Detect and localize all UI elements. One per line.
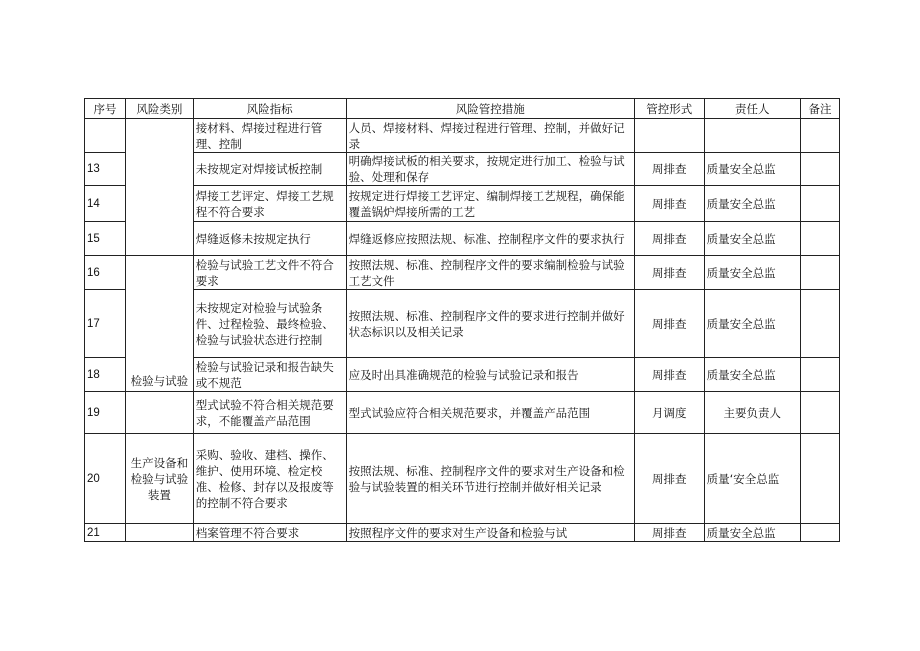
table-row <box>85 290 840 358</box>
table-row <box>85 358 840 392</box>
responsible-person: 质量安全总监 <box>704 222 800 256</box>
row-no <box>85 119 126 153</box>
header-remark: 备注 <box>801 99 840 119</box>
row-no: 21 <box>85 524 126 542</box>
remark-cell <box>801 290 840 358</box>
table-row <box>85 256 840 290</box>
row-no: 14 <box>85 186 126 222</box>
row-no: 18 <box>85 358 126 392</box>
control-form: 周排查 <box>634 222 704 256</box>
control-measure: 焊缝返修应按照法规、标准、控制程序文件的要求执行 <box>346 222 634 256</box>
row-no: 13 <box>85 153 126 186</box>
control-form: 周排查 <box>634 358 704 392</box>
row-no: 16 <box>85 256 126 290</box>
header-owner: 责任人 <box>704 99 800 119</box>
control-measure: 按照法规、标准、控制程序文件的要求进行控制并做好状态标识以及相关记录 <box>346 290 634 358</box>
risk-indicator: 检验与试验工艺文件不符合要求 <box>193 256 346 290</box>
row-no: 20 <box>85 434 126 524</box>
control-measure: 按照程序文件的要求对生产设备和检验与试 <box>346 524 634 542</box>
responsible-person: 质量安全总监 <box>704 186 800 222</box>
responsible-person: 质量安全总监 <box>704 524 800 542</box>
control-form: 周排查 <box>634 434 704 524</box>
remark-cell <box>801 186 840 222</box>
control-measure: 明确焊接试板的相关要求，按规定进行加工、检验与试验、处理和保存 <box>346 153 634 186</box>
header-category: 风险类别 <box>126 99 194 119</box>
control-form: 周排查 <box>634 153 704 186</box>
category-cell-empty <box>126 392 194 434</box>
control-form <box>634 119 704 153</box>
control-measure: 按照法规、标准、控制程序文件的要求编制检验与试验工艺文件 <box>346 256 634 290</box>
category-cell-empty <box>126 119 194 256</box>
risk-control-table <box>84 98 840 542</box>
row-no: 17 <box>85 290 126 358</box>
table-header-row <box>85 99 840 119</box>
remark-cell <box>801 256 840 290</box>
control-measure: 应及时出具准确规范的检验与试验记录和报告 <box>346 358 634 392</box>
responsible-person <box>704 119 800 153</box>
control-form: 周排查 <box>634 256 704 290</box>
category-inspection: 检验与试验 <box>126 256 194 392</box>
risk-indicator: 焊接工艺评定、焊接工艺规程不符合要求 <box>193 186 346 222</box>
table-row <box>85 222 840 256</box>
risk-indicator: 型式试验不符合相关规范要求，不能覆盖产品范围 <box>193 392 346 434</box>
remark-cell <box>801 222 840 256</box>
category-cell-empty <box>126 524 194 542</box>
header-measures: 风险管控措施 <box>346 99 634 119</box>
table-row <box>85 186 840 222</box>
responsible-person: 质量安全总监 <box>704 153 800 186</box>
control-measure: 按规定进行焊接工艺评定、编制焊接工艺规程，确保能覆盖锅炉焊接所需的工艺 <box>346 186 634 222</box>
row-no: 15 <box>85 222 126 256</box>
risk-indicator: 接材料、焊接过程进行管理、控制 <box>193 119 346 153</box>
remark-cell <box>801 119 840 153</box>
risk-indicator: 采购、验收、建档、操作、维护、使用环境、检定校准、检修、封存以及报废等的控制不符合要求 <box>193 434 346 524</box>
control-form: 周排查 <box>634 290 704 358</box>
table-row <box>85 392 840 434</box>
remark-cell <box>801 358 840 392</box>
remark-cell <box>801 392 840 434</box>
risk-indicator: 未按规定对焊接试板控制 <box>193 153 346 186</box>
table-row <box>85 434 840 524</box>
control-measure: 人员、焊接材料、焊接过程进行管理、控制，并做好记录 <box>346 119 634 153</box>
risk-indicator: 未按规定对检验与试验条件、过程检验、最终检验、检验与试验状态进行控制 <box>193 290 346 358</box>
responsible-person: 主要负责人 <box>704 392 800 434</box>
risk-indicator: 焊缝返修未按规定执行 <box>193 222 346 256</box>
control-measure: 按照法规、标准、控制程序文件的要求对生产设备和检验与试验装置的相关环节进行控制并做好相关记录 <box>346 434 634 524</box>
remark-cell <box>801 153 840 186</box>
remark-cell <box>801 524 840 542</box>
control-form: 周排查 <box>634 524 704 542</box>
table-row <box>85 524 840 542</box>
table-row <box>85 119 840 153</box>
row-no: 19 <box>85 392 126 434</box>
remark-cell <box>801 434 840 524</box>
category-equipment: 生产设备和检验与试验装置 <box>126 434 194 524</box>
responsible-person: 质量‘安全总监 <box>704 434 800 524</box>
risk-indicator: 检验与试验记录和报告缺失或不规范 <box>193 358 346 392</box>
header-indicator: 风险指标 <box>193 99 346 119</box>
responsible-person: 质量安全总监 <box>704 358 800 392</box>
control-form: 周排查 <box>634 186 704 222</box>
control-measure: 型式试验应符合相关规范要求，并覆盖产品范围 <box>346 392 634 434</box>
header-form: 管控形式 <box>634 99 704 119</box>
risk-indicator: 档案管理不符合要求 <box>193 524 346 542</box>
responsible-person: 质量安全总监 <box>704 290 800 358</box>
responsible-person: 质量安全总监 <box>704 256 800 290</box>
header-no: 序号 <box>85 99 126 119</box>
control-form: 月调度 <box>634 392 704 434</box>
table-row <box>85 153 840 186</box>
